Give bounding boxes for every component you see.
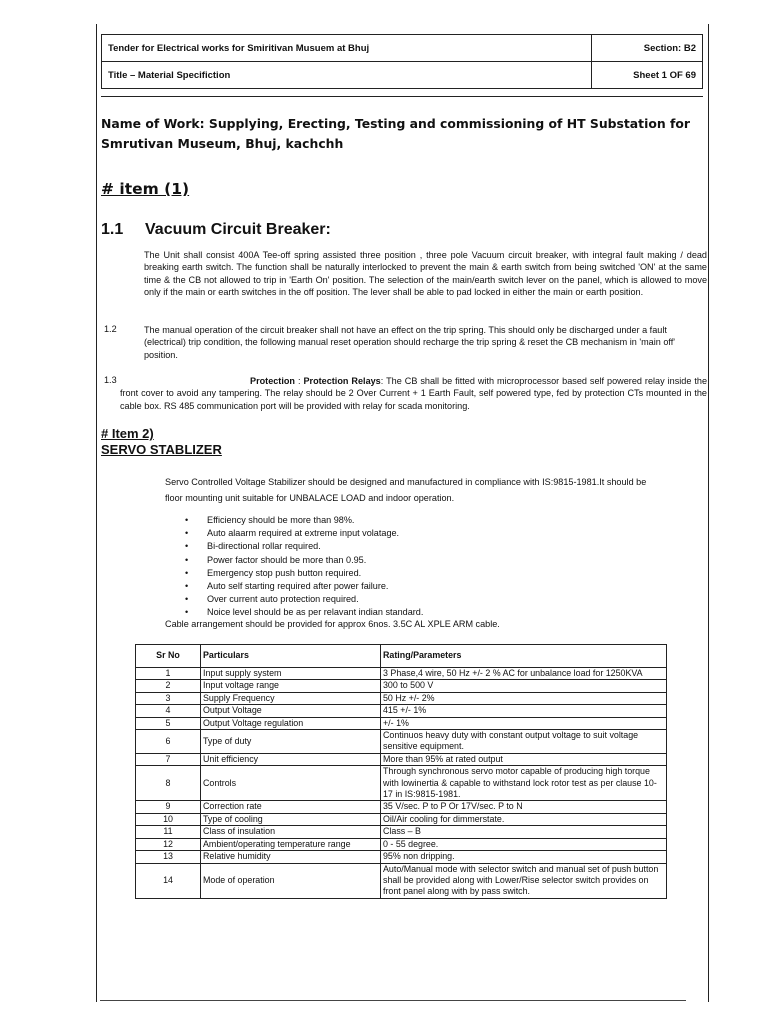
list-item: • Emergency stop push button required. xyxy=(165,567,423,580)
sr-no-cell: 9 xyxy=(136,801,201,813)
servo-intro: Servo Controlled Voltage Stabilizer should be designed and manufactured in compliance with IS:9815-1981.It should be floor mounting unit suitable for UNBALACE LOAD and indoor operation. xyxy=(165,477,647,503)
requirements-list xyxy=(165,514,423,620)
protection-label: Protection xyxy=(250,376,295,386)
sr-no-cell: 5 xyxy=(136,717,201,729)
rating-cell: 300 to 500 V xyxy=(381,680,667,692)
item-2-heading: # Item 2) xyxy=(101,426,154,441)
particulars-cell: Type of cooling xyxy=(201,813,381,825)
rating-cell: 0 - 55 degree. xyxy=(381,838,667,850)
sr-no-cell: 10 xyxy=(136,813,201,825)
paragraph-1-2-number: 1.2 xyxy=(104,324,117,334)
document-title: Title – Material Specifiction xyxy=(102,62,592,89)
protection-relays-label: Protection Relays xyxy=(303,376,381,386)
table-row xyxy=(136,753,667,765)
column-header: Particulars xyxy=(201,645,381,668)
sr-no-cell: 3 xyxy=(136,692,201,704)
list-item: • Auto self starting required after power failure. xyxy=(165,580,423,593)
table-header-row xyxy=(136,645,667,668)
sr-no-cell: 11 xyxy=(136,826,201,838)
particulars-cell: Input voltage range xyxy=(201,680,381,692)
rating-cell: 3 Phase,4 wire, 50 Hz +/- 2 % AC for unbalance load for 1250KVA xyxy=(381,668,667,680)
table-row xyxy=(136,813,667,825)
paragraph-1-1: The Unit shall consist 400A Tee-off spring assisted three position , three pole Vacuum circuit breaker, with integral fault making / dead breaking earth switch. The function shall be naturally interlocked to prevent the main & earth switch from being switched 'ON' at the same time & the CB not allowed to trip in 'Earth On' position. The selection of the main/earth switch lever on the panel, which is allowed to move only if the main or earth switches in the off position. The lever shall be able to pad locked in either the main or earth position. xyxy=(144,250,707,298)
column-header: Sr No xyxy=(136,645,201,668)
sr-no-cell: 2 xyxy=(136,680,201,692)
rating-cell: Auto/Manual mode with selector switch and manual set of push button shall be provided along with Lower/Rise selector switch provides on front panel along with by pass switch. xyxy=(381,863,667,898)
particulars-cell: Relative humidity xyxy=(201,851,381,863)
rating-cell: Continuos heavy duty with constant output voltage to suit voltage sensitive equipment. xyxy=(381,730,667,754)
sr-no-cell: 14 xyxy=(136,863,201,898)
rating-cell: 50 Hz +/- 2% xyxy=(381,692,667,704)
particulars-cell: Ambient/operating temperature range xyxy=(201,838,381,850)
sheet-number: Sheet 1 OF 69 xyxy=(592,62,703,89)
rating-cell: Class – B xyxy=(381,826,667,838)
list-item: • Efficiency should be more than 98%. xyxy=(165,514,423,527)
spec-table xyxy=(135,644,667,899)
rating-cell: More than 95% at rated output xyxy=(381,753,667,765)
rating-cell: Oil/Air cooling for dimmerstate. xyxy=(381,813,667,825)
paragraph-1-3-text: The CB shall be fitted with microprocessor based self powered relay inside the front cover to avoid any tampering. The relay should be 2 Over Current + 1 Earth Fault, self powered type, fed by protection CTs mounted in the cable box. RS 485 communication port will be provided with relay for scada monitoring. xyxy=(120,376,707,411)
sr-no-cell: 13 xyxy=(136,851,201,863)
sr-no-cell: 12 xyxy=(136,838,201,850)
table-row xyxy=(136,680,667,692)
list-item: • Auto alaarm required at extreme input volatage. xyxy=(165,527,423,540)
tender-title: Tender for Electrical works for Smiritivan Musuem at Bhuj xyxy=(102,35,592,62)
sr-no-cell: 6 xyxy=(136,730,201,754)
header-divider xyxy=(101,96,703,97)
column-header: Rating/Parameters xyxy=(381,645,667,668)
paragraph-1-3-number: 1.3 xyxy=(104,375,117,385)
particulars-cell: Mode of operation xyxy=(201,863,381,898)
rating-cell: Through synchronous servo motor capable of producing high torque with lowinertia & capable to withstand lock rotor test as per clause 10-17 in IS:9815-1981. xyxy=(381,766,667,801)
sr-no-cell: 4 xyxy=(136,705,201,717)
table-row xyxy=(136,863,667,898)
table-row xyxy=(136,801,667,813)
table-row xyxy=(136,668,667,680)
rating-cell: 415 +/- 1% xyxy=(381,705,667,717)
section-1-1-heading xyxy=(101,221,331,239)
item-2-heading-block xyxy=(101,426,222,458)
paragraph-1-3: Protection : Protection Relays: The CB shall be fitted with microprocessor based self powered relay inside the front cover to avoid any tampering. The relay should be 2 Over Current + 1 Earth Fault, self powered type, fed by protection CTs mounted in the cable box. RS 485 communication port will be provided with relay for scada monitoring. xyxy=(120,376,707,411)
particulars-cell: Class of insulation xyxy=(201,826,381,838)
sr-no-cell: 8 xyxy=(136,766,201,801)
servo-stabilizer-heading: SERVO STABLIZER xyxy=(101,442,222,457)
document-header xyxy=(101,34,703,89)
sr-no-cell: 1 xyxy=(136,668,201,680)
table-row xyxy=(136,826,667,838)
cable-note: Cable arrangement should be provided for approx 6nos. 3.5C AL XPLE ARM cable. xyxy=(165,619,500,629)
particulars-cell: Supply Frequency xyxy=(201,692,381,704)
particulars-cell: Output Voltage xyxy=(201,705,381,717)
sr-no-cell: 7 xyxy=(136,753,201,765)
section-title: Vacuum Circuit Breaker: xyxy=(145,221,331,238)
item-1-heading: # item (1) xyxy=(101,180,190,198)
list-item: • Bi-directional rollar required. xyxy=(165,540,423,553)
particulars-cell: Unit efficiency xyxy=(201,753,381,765)
particulars-cell: Output Voltage regulation xyxy=(201,717,381,729)
table-row xyxy=(136,705,667,717)
list-item: • Noice level should be as per relavant indian standard. xyxy=(165,606,423,619)
table-row xyxy=(136,851,667,863)
table-row xyxy=(136,838,667,850)
particulars-cell: Type of duty xyxy=(201,730,381,754)
particulars-cell: Controls xyxy=(201,766,381,801)
list-item: • Power factor should be more than 0.95. xyxy=(165,554,423,567)
table-row xyxy=(136,692,667,704)
paragraph-1-2: The manual operation of the circuit breaker shall not have an effect on the trip spring. This should only be discharged under a fault (electrical) trip condition, the following manual reset operation should recharge the trip spring & reset the CB mechanism in 'main off' position. xyxy=(144,325,676,360)
section-label: Section: B2 xyxy=(592,35,703,62)
name-of-work: Name of Work: Supplying, Erecting, Testing and commissioning of HT Substation for Smrutivan Museum, Bhuj, kachchh xyxy=(101,116,690,151)
table-row xyxy=(136,730,667,754)
particulars-cell: Input supply system xyxy=(201,668,381,680)
rating-cell: 95% non dripping. xyxy=(381,851,667,863)
particulars-cell: Correction rate xyxy=(201,801,381,813)
section-number: 1.1 xyxy=(101,221,124,238)
list-item: • Over current auto protection required. xyxy=(165,593,423,606)
rating-cell: 35 V/sec. P to P Or 17V/sec. P to N xyxy=(381,801,667,813)
table-row xyxy=(136,717,667,729)
table-row xyxy=(136,766,667,801)
footer-rule xyxy=(100,1000,686,1001)
rating-cell: +/- 1% xyxy=(381,717,667,729)
